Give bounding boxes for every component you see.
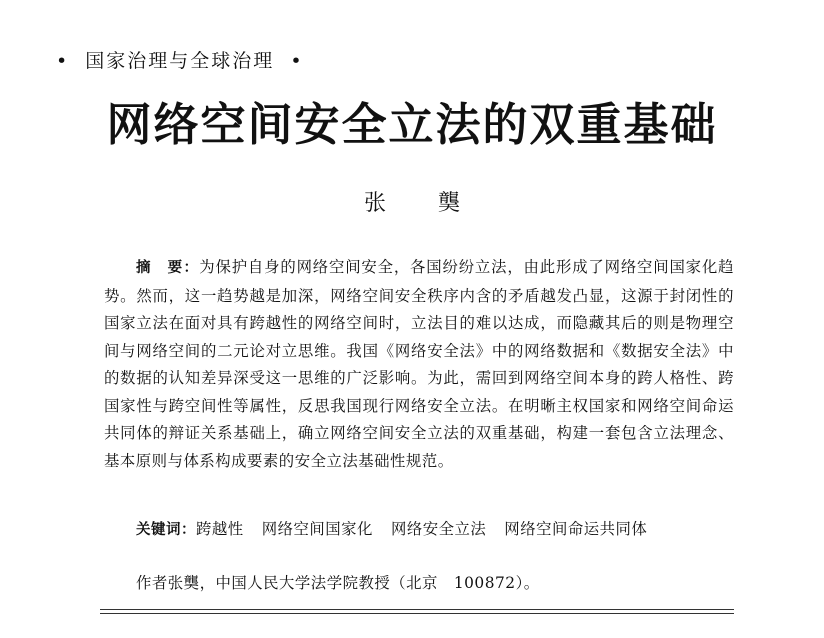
footnote-separator [100,609,734,614]
column-header [56,46,304,73]
column-bullet-right: • [290,50,304,72]
keyword-item: 跨越性 [196,520,244,538]
keyword-item: 网络空间国家化 [261,520,373,538]
keywords [136,516,665,544]
abstract-label: 摘 要： [136,260,200,276]
column-label: 国家治理与全球治理 [85,50,275,72]
keyword-item: 网络安全立法 [390,520,487,538]
article-title: 网络空间安全立法的双重基础 [106,98,718,151]
abstract [104,254,734,475]
keywords-label: 关键词： [136,522,196,538]
article-author: 张龑 [363,191,512,216]
author-note: 作者张龑，中国人民大学法学院教授（北京 100872）。 [136,574,540,592]
keyword-item: 网络空间命运共同体 [504,520,648,538]
column-bullet-left: • [56,50,70,72]
abstract-text: 为保护自身的网络空间安全，各国纷纷立法，由此形成了网络空间国家化趋势。然而，这一趋势越是加深，网络空间安全秩序内含的矛盾越发凸显，这源于封闭性的国家立法在面对具有跨越性的网络空间时，立法目的难以达成，而隐藏其后的则是物理空间与网络空间的二元论对立思维。我国《网络安全法》中的网络数据和《数据安全法》中的数据的认知差异深受这一思维的广泛影响。为此，需回到网络空间本身的跨人格性、跨国家性与跨空间性等属性，反思我国现行网络安全立法。在明晰主权国家和网络空间命运共同体的辩证关系基础上，确立网络空间安全立法的双重基础，构建一套包含立法理念、基本原则与体系构成要素的安全立法基础性规范。 [104,258,734,470]
